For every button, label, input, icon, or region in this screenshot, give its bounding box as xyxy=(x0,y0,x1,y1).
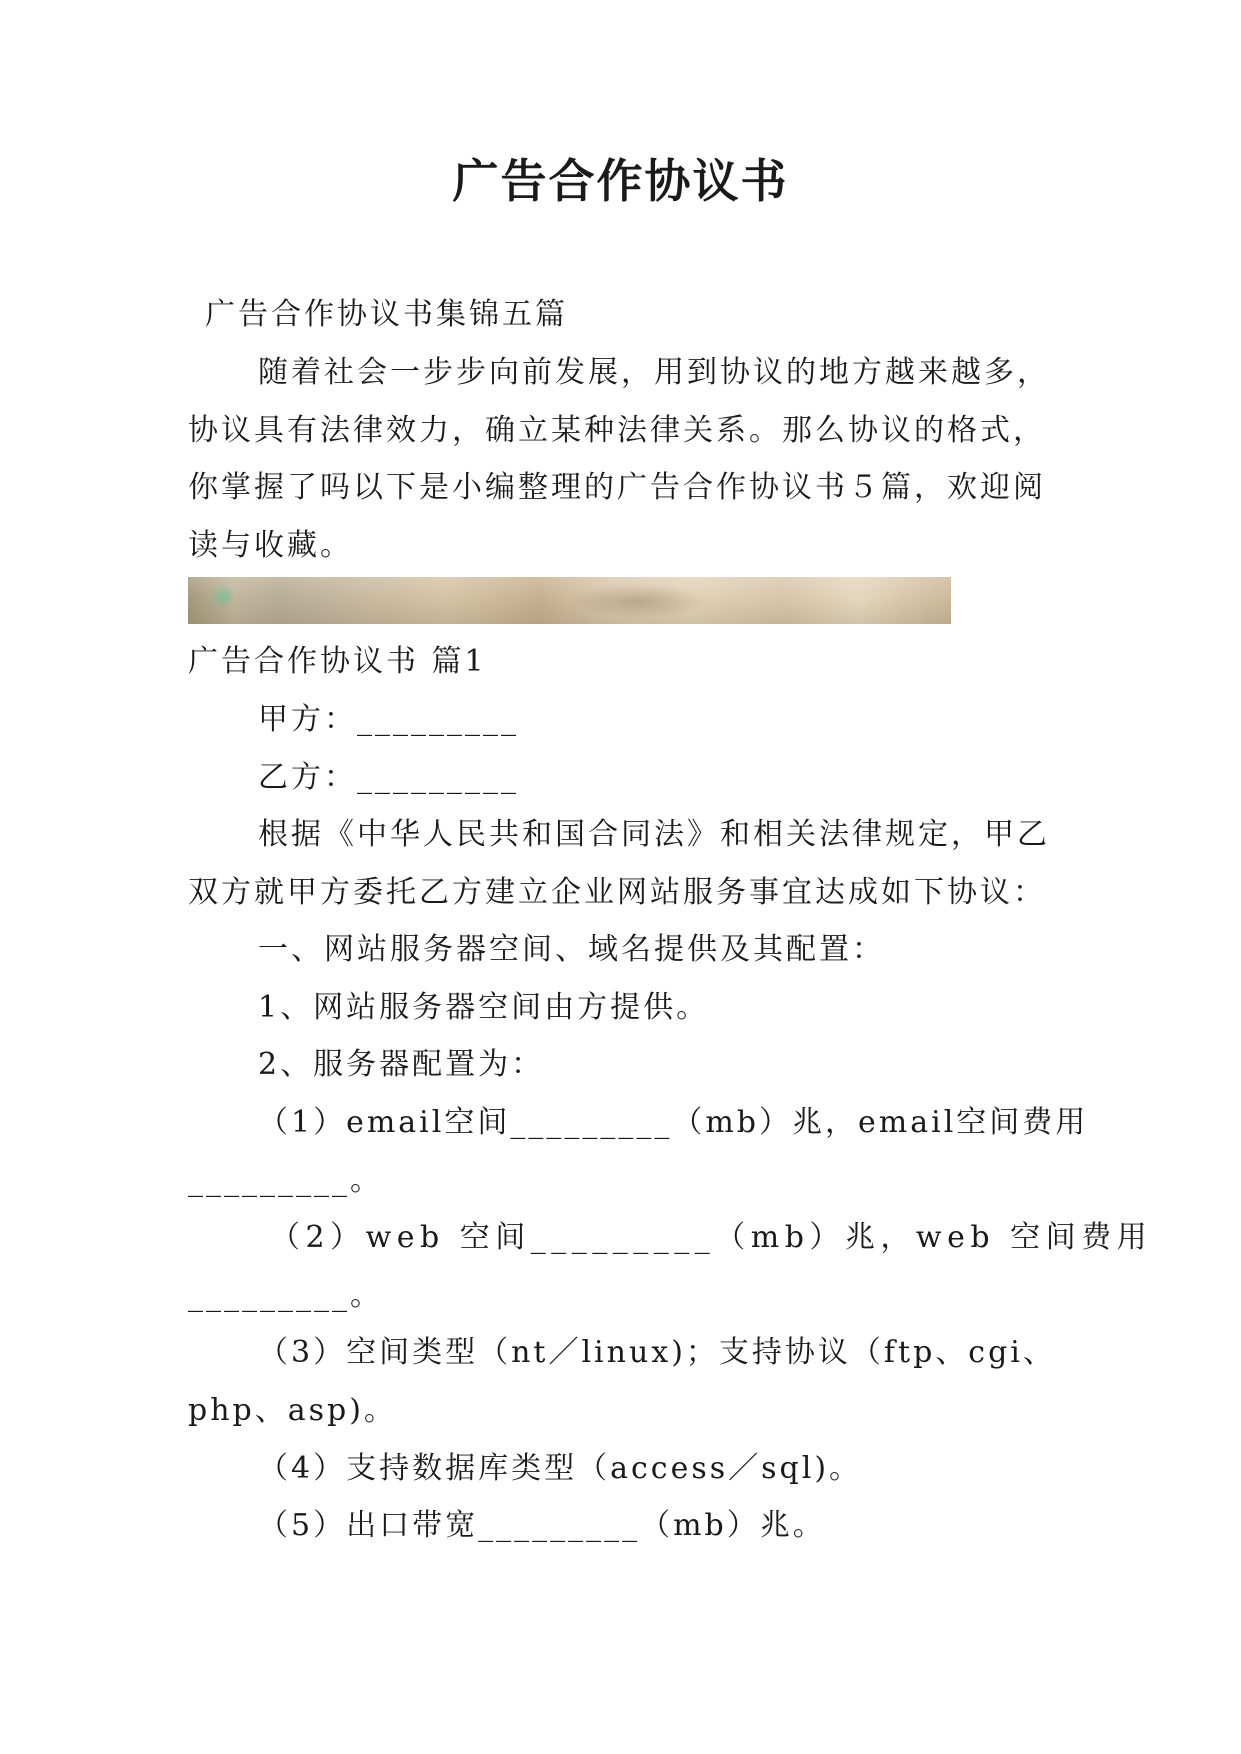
document-title: 广告合作协议书 xyxy=(452,154,789,208)
config-item-2-cont: _________。 xyxy=(188,1278,383,1313)
config-item-4: （4）支持数据库类型（access／sql)。 xyxy=(258,1451,863,1486)
intro-line-1: 随着社会一步步向前发展，用到协议的地方越来越多， xyxy=(258,355,1050,390)
config-item-3-cont: php、asp)。 xyxy=(188,1393,397,1428)
config-item-1: （1）email空间_________（mb）兆，email空间费用 xyxy=(258,1105,1089,1140)
clause-heading-1: 一、网站服务器空间、域名提供及其配置： xyxy=(258,932,885,967)
intro-line-3: 你掌握了吗以下是小编整理的广告合作协议书５篇，欢迎阅 xyxy=(188,470,1046,505)
config-item-5: （5）出口带宽_________（mb）兆。 xyxy=(258,1508,826,1543)
doc-subtitle: 广告合作协议书集锦五篇 xyxy=(205,297,568,332)
config-item-3: （3）空间类型（nt／linux)；支持协议（ftp、cgi、 xyxy=(258,1335,1056,1370)
party-b-line: 乙方：_________ xyxy=(258,760,519,795)
clause-item-2: 2、服务器配置为： xyxy=(258,1047,545,1082)
clause-item-1: 1、网站服务器空间由方提供。 xyxy=(258,990,710,1025)
config-item-2: （2）web 空间_________（mb）兆，web 空间费用 xyxy=(270,1220,1153,1255)
intro-line-2: 协议具有法律效力，确立某种法律关系。那么协议的格式， xyxy=(188,413,1046,448)
section-heading: 广告合作协议书 篇1 xyxy=(188,644,487,679)
body-line-2: 双方就甲方委托乙方建立企业网站服务事宜达成如下协议： xyxy=(188,875,1046,910)
config-item-1-cont: _________。 xyxy=(188,1163,383,1198)
intro-line-4: 读与收藏。 xyxy=(188,528,353,563)
party-a-line: 甲方：_________ xyxy=(258,702,519,737)
banner-shade xyxy=(188,577,951,624)
body-line-1: 根据《中华人民共和国合同法》和相关法律规定，甲乙 xyxy=(258,817,1050,852)
decorative-banner-image xyxy=(188,577,951,624)
